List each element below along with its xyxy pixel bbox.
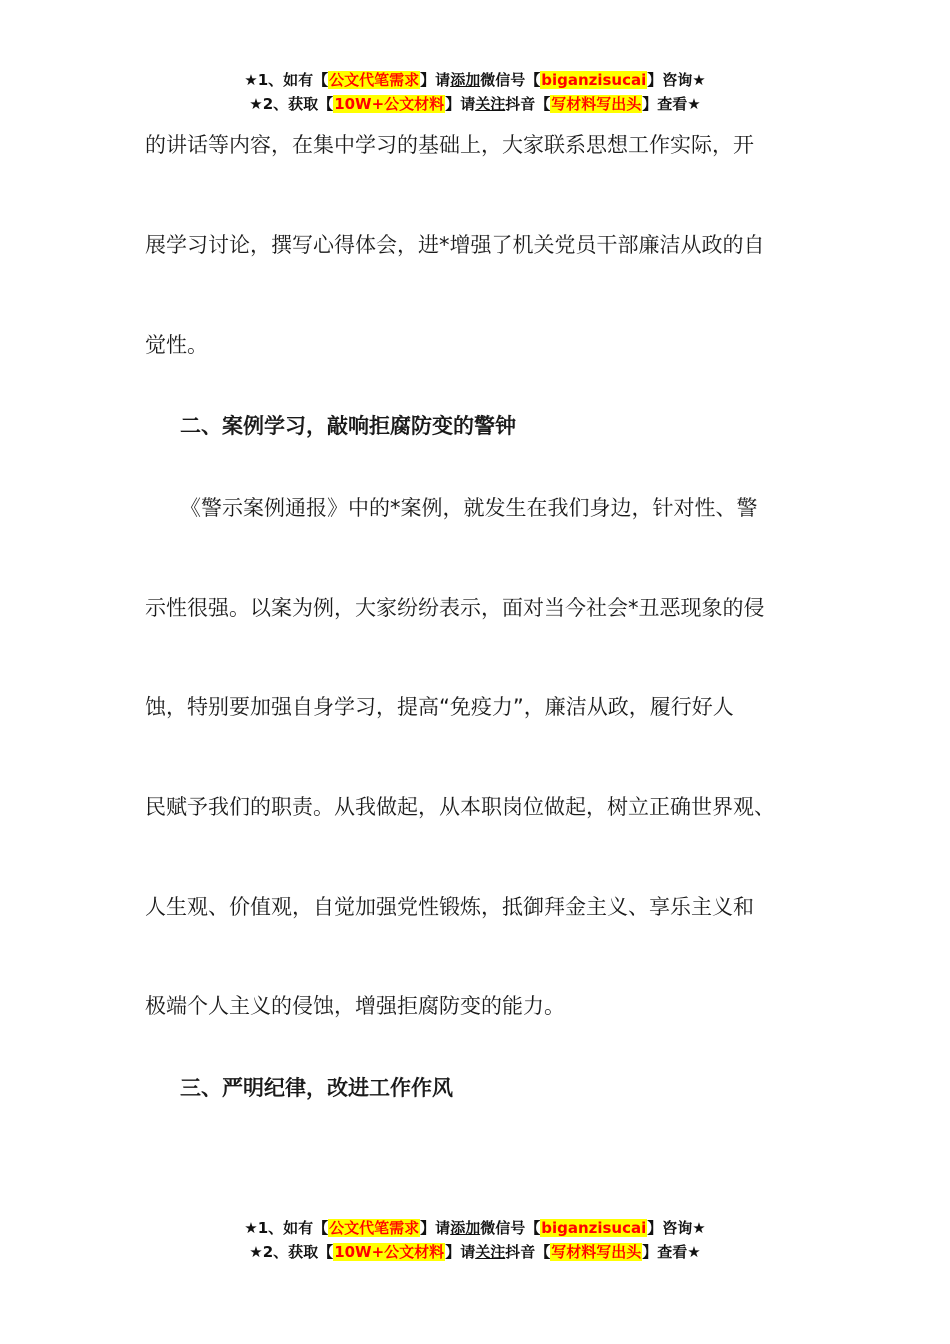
banner-text: 】请 <box>445 95 476 113</box>
highlight-service: 公文代笔需求 <box>329 1219 420 1237</box>
banner-text: ★1、如有【 <box>244 71 329 89</box>
body-line: 觉性。 <box>145 333 208 357</box>
banner-text: 】咨询★ <box>647 71 706 89</box>
banner-line-1 <box>0 68 950 92</box>
body-line: 示性很强。以案为例，大家纷纷表示，面对当今社会*丑恶现象的侵 <box>145 596 765 620</box>
banner-underlined: 添加 <box>450 1219 481 1237</box>
highlight-douyin: 写材料写出头 <box>551 1243 642 1261</box>
body-line: 的讲话等内容，在集中学习的基础上，大家联系思想工作实际，开 <box>145 133 754 157</box>
banner-text: 微信号【 <box>480 1219 541 1237</box>
banner-text: 】查看★ <box>642 95 701 113</box>
banner-text: 】咨询★ <box>647 1219 706 1237</box>
banner-line-1 <box>0 1216 950 1240</box>
highlight-wechat-id: biganzisucai <box>541 71 647 89</box>
banner-underlined: 关注 <box>475 95 506 113</box>
banner-text: ★2、获取【 <box>249 95 334 113</box>
body-line: 极端个人主义的侵蚀，增强拒腐防变的能力。 <box>145 994 565 1018</box>
banner-text: 】请 <box>420 71 451 89</box>
banner-underlined: 添加 <box>450 71 481 89</box>
body-line: 人生观、价值观，自觉加强党性锻炼，抵御拜金主义、享乐主义和 <box>145 895 754 919</box>
banner-text: 抖音【 <box>505 95 551 113</box>
footer-banner <box>0 1216 950 1264</box>
banner-text: 】请 <box>445 1243 476 1261</box>
banner-text: ★1、如有【 <box>244 1219 329 1237</box>
highlight-materials: 10W+公文材料 <box>334 1243 445 1261</box>
header-banner <box>0 68 950 116</box>
body-line: 民赋予我们的职责。从我做起，从本职岗位做起，树立正确世界观、 <box>145 795 775 819</box>
body-line: 展学习讨论，撰写心得体会，进*增强了机关党员干部廉洁从政的自 <box>145 233 765 257</box>
banner-line-2 <box>0 92 950 116</box>
banner-text: 】查看★ <box>642 1243 701 1261</box>
body-line: 《警示案例通报》中的*案例，就发生在我们身边，针对性、警 <box>180 496 758 520</box>
banner-text: 抖音【 <box>505 1243 551 1261</box>
section-heading-2: 二、案例学习，敲响拒腐防变的警钟 <box>180 414 516 438</box>
banner-text: ★2、获取【 <box>249 1243 334 1261</box>
banner-underlined: 关注 <box>475 1243 506 1261</box>
highlight-materials: 10W+公文材料 <box>334 95 445 113</box>
banner-text: 】请 <box>420 1219 451 1237</box>
banner-line-2 <box>0 1240 950 1264</box>
highlight-douyin: 写材料写出头 <box>551 95 642 113</box>
section-heading-3: 三、严明纪律，改进工作作风 <box>180 1076 453 1100</box>
highlight-service: 公文代笔需求 <box>329 71 420 89</box>
banner-text: 微信号【 <box>480 71 541 89</box>
highlight-wechat-id: biganzisucai <box>541 1219 647 1237</box>
body-line: 蚀，特别要加强自身学习，提高“免疫力”，廉洁从政，履行好人 <box>145 695 734 719</box>
